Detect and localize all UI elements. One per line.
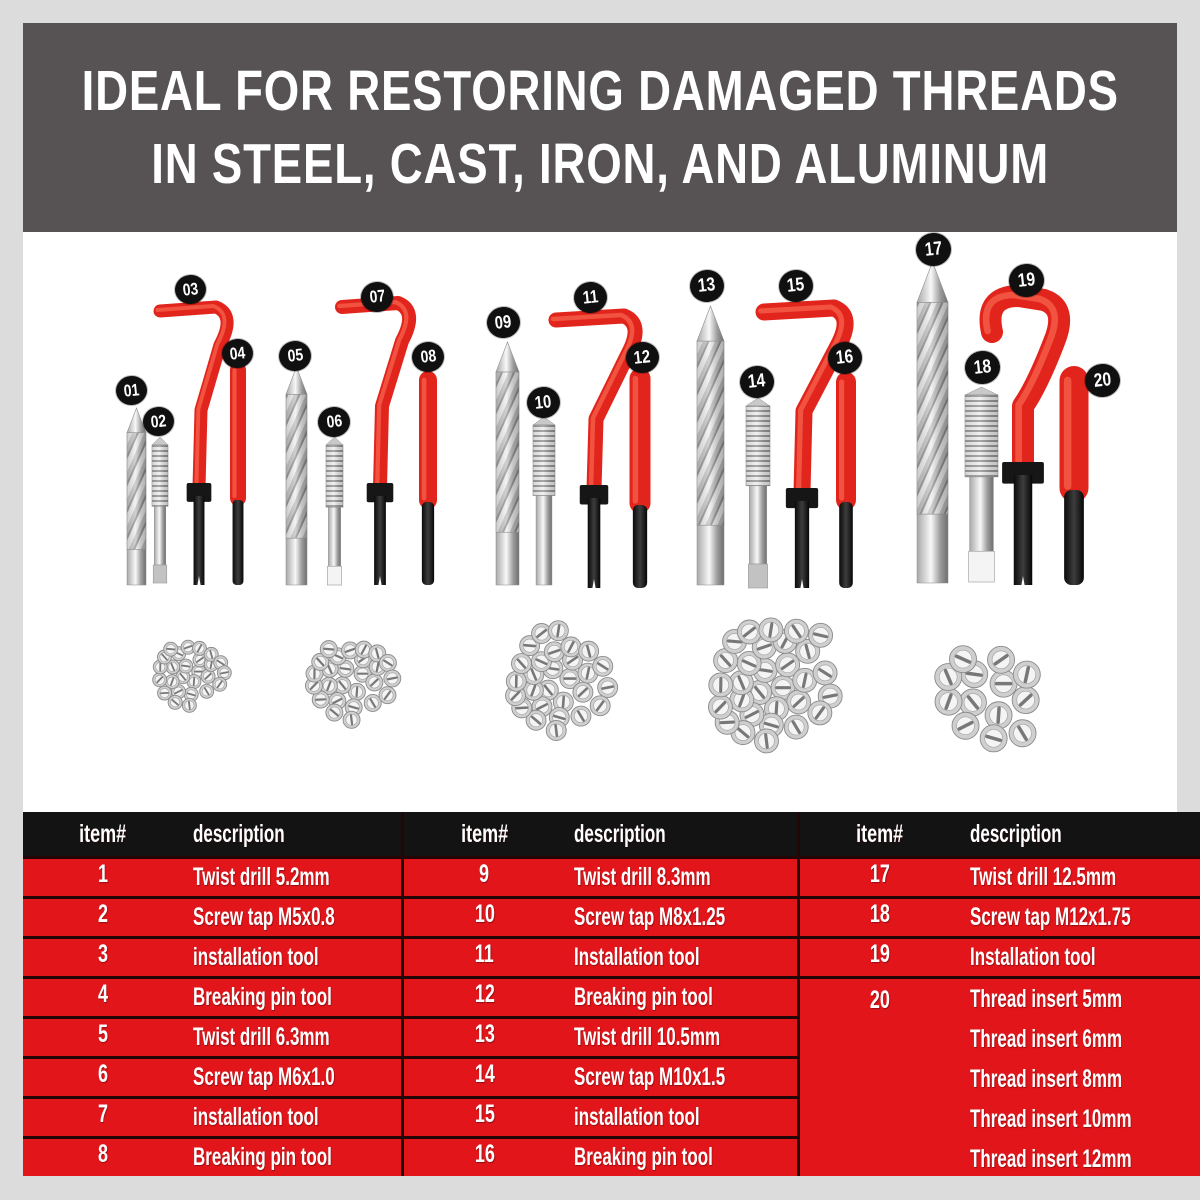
tools-photo	[23, 232, 1177, 812]
item-number-cell	[23, 1059, 183, 1096]
table-header-row	[23, 812, 401, 856]
description-cell	[183, 1065, 401, 1090]
description-cell-text: Screw tap M8x1.25	[574, 903, 726, 931]
tool-number-badge-text: 12	[632, 345, 652, 368]
tool-number-badge-text: 17	[923, 237, 943, 260]
item-number-cell-text: 4	[97, 980, 109, 1008]
description-line	[970, 1059, 1200, 1099]
table-header-row	[800, 812, 1200, 856]
description-cell-text: Breaking pin tool	[574, 1143, 714, 1171]
description-cell-text: Breaking pin tool	[574, 983, 714, 1011]
description-cell	[183, 1105, 401, 1130]
tool-number-badge-text: 06	[325, 411, 343, 432]
tool-number-badge-text: 14	[747, 370, 767, 393]
description-cell	[183, 985, 401, 1010]
table-row	[23, 856, 401, 896]
item-number-cell	[404, 1139, 564, 1176]
table-row	[404, 936, 796, 976]
description-cell	[183, 865, 401, 890]
column-header-description	[183, 819, 401, 848]
description-cell-text: installation tool	[193, 943, 319, 971]
description-line-text: Thread insert 10mm	[969, 1104, 1132, 1133]
description-cell-text: Screw tap M12x1.75	[969, 903, 1131, 931]
table-row	[800, 936, 1200, 976]
item-number-cell	[800, 979, 960, 1022]
description-cell	[564, 1025, 796, 1050]
description-line-text: Thread insert 6mm	[969, 1024, 1122, 1053]
column-header-item-text: item#	[460, 819, 508, 848]
item-number-cell-text: 9	[479, 860, 490, 888]
description-cell-text: Screw tap M6x1.0	[193, 1063, 335, 1091]
description-cell	[564, 905, 796, 930]
tool-number-badge-text: 16	[835, 346, 855, 369]
tool-number-badge-text: 09	[493, 310, 513, 333]
column-header-description-text: description	[574, 819, 667, 848]
description-cell	[564, 1145, 796, 1170]
tool-number-badge-text: 03	[181, 278, 199, 299]
description-cell	[183, 945, 401, 970]
item-number-cell-text: 8	[97, 1140, 109, 1168]
item-number-cell	[23, 1019, 183, 1056]
item-number-cell	[404, 1099, 564, 1136]
description-line	[970, 1139, 1200, 1179]
item-number-cell-text: 7	[97, 1100, 109, 1128]
column-header-item	[23, 819, 183, 848]
description-cell	[564, 945, 796, 970]
item-number-cell	[23, 979, 183, 1016]
tool-number-badge-text: 01	[122, 379, 140, 400]
tool-number-badge-text: 15	[786, 274, 806, 297]
description-cell	[564, 1105, 796, 1130]
table-row	[23, 1136, 401, 1176]
table-row	[800, 896, 1200, 936]
description-cell	[960, 905, 1200, 930]
tool-number-badge-text: 11	[581, 285, 599, 308]
parts-table-group	[797, 812, 1200, 1176]
item-number-cell-text: 1	[97, 860, 109, 888]
description-cell	[183, 905, 401, 930]
description-line	[970, 979, 1200, 1019]
description-cell	[183, 1145, 401, 1170]
description-cell-text: Installation tool	[969, 943, 1096, 971]
description-cell	[183, 1025, 401, 1050]
item-number-cell-text: 3	[97, 940, 109, 968]
description-cell-text: Twist drill 12.5mm	[969, 863, 1116, 891]
table-row	[404, 1056, 796, 1096]
description-cell-group	[960, 979, 1200, 1179]
description-line-text: Thread insert 8mm	[969, 1064, 1122, 1093]
tool-number-badge-text: 07	[368, 286, 386, 307]
tools-illustration	[23, 232, 1177, 812]
item-number-cell-text: 10	[474, 900, 495, 928]
item-number-cell	[404, 899, 564, 936]
item-number-cell	[404, 939, 564, 976]
description-cell	[564, 865, 796, 890]
table-row	[800, 856, 1200, 896]
description-cell-text: Breaking pin tool	[193, 983, 332, 1011]
description-cell-text: Installation tool	[574, 943, 701, 971]
item-number-cell-text: 12	[474, 980, 495, 1008]
table-row	[23, 896, 401, 936]
item-number-cell-text: 2	[97, 900, 109, 928]
description-line-text: Thread insert 5mm	[969, 984, 1122, 1013]
table-row	[404, 1016, 796, 1056]
item-number-cell-text: 15	[474, 1100, 495, 1128]
item-number-cell-text: 16	[474, 1140, 495, 1168]
item-number-cell-text: 14	[474, 1060, 495, 1088]
table-row	[23, 1096, 401, 1136]
column-header-description	[960, 819, 1200, 848]
tool-number-badge-text: 08	[419, 346, 437, 367]
description-cell-text: Twist drill 5.2mm	[193, 863, 330, 891]
description-cell-text: installation tool	[574, 1103, 701, 1131]
description-cell-text: Screw tap M5x0.8	[193, 903, 335, 931]
column-header-description-text: description	[969, 819, 1062, 848]
item-number-cell-text: 18	[869, 900, 890, 928]
item-number-cell	[23, 859, 183, 896]
description-cell	[960, 945, 1200, 970]
item-number-cell	[404, 859, 564, 896]
column-header-description-text: description	[193, 819, 285, 848]
description-cell	[960, 865, 1200, 890]
table-row	[404, 1096, 796, 1136]
tool-number-badge-text: 13	[697, 274, 717, 297]
tool-number-badge-text: 20	[1092, 368, 1112, 391]
item-number-cell	[23, 1099, 183, 1136]
table-row	[23, 936, 401, 976]
tool-number-badge-text: 18	[972, 355, 992, 378]
item-number-cell	[23, 1139, 183, 1176]
description-cell-text: installation tool	[193, 1103, 319, 1131]
table-row	[23, 976, 401, 1016]
description-cell-text: Screw tap M10x1.5	[574, 1063, 726, 1091]
table-row	[404, 896, 796, 936]
column-header-item-text: item#	[856, 819, 904, 848]
table-row	[23, 1016, 401, 1056]
item-number-cell	[800, 859, 960, 896]
item-number-cell	[404, 1019, 564, 1056]
column-header-item	[404, 819, 564, 848]
tool-number-badge-text: 05	[286, 345, 304, 366]
column-header-description	[564, 819, 796, 848]
headline-line2: IN STEEL, CAST, IRON, AND ALUMINUM	[151, 131, 1049, 196]
table-row	[404, 976, 796, 1016]
header-banner	[23, 23, 1177, 232]
tool-number-badge-text: 19	[1016, 268, 1036, 291]
description-cell	[564, 1065, 796, 1090]
tool-number-badge-text: 02	[149, 410, 167, 431]
parts-table	[23, 812, 1177, 1176]
item-number-cell	[404, 979, 564, 1016]
item-number-cell	[404, 1059, 564, 1096]
description-line-text: Thread insert 12mm	[969, 1144, 1132, 1173]
item-number-cell-text: 11	[474, 940, 494, 968]
description-cell-text: Twist drill 6.3mm	[193, 1023, 330, 1051]
table-row	[404, 856, 796, 896]
item-number-cell-text: 19	[869, 940, 890, 968]
content-frame	[23, 23, 1177, 1176]
item-number-cell	[23, 939, 183, 976]
column-header-item-text: item#	[79, 819, 127, 848]
item-number-cell-text: 5	[97, 1020, 109, 1048]
parts-table-group	[401, 812, 796, 1176]
description-cell	[564, 985, 796, 1010]
description-line	[970, 1019, 1200, 1059]
tool-number-badge-text: 10	[533, 390, 553, 413]
headline-line1: IDEAL FOR RESTORING DAMAGED THREADS	[81, 58, 1119, 123]
parts-table-group	[23, 812, 401, 1176]
table-row	[23, 1056, 401, 1096]
column-header-item	[800, 819, 960, 848]
item-number-cell	[800, 899, 960, 936]
tool-number-badge-text: 04	[228, 342, 246, 363]
table-row	[404, 1136, 796, 1176]
item-number-cell	[23, 899, 183, 936]
table-row-multiline	[800, 976, 1200, 1176]
item-number-cell-text: 17	[869, 860, 890, 888]
item-number-cell	[800, 939, 960, 976]
item-number-cell-text: 20	[869, 986, 890, 1014]
item-number-cell-text: 13	[474, 1020, 495, 1048]
table-header-row	[404, 812, 796, 856]
description-cell-text: Twist drill 10.5mm	[574, 1023, 721, 1051]
item-number-cell-text: 6	[97, 1060, 109, 1088]
description-cell-text: Twist drill 8.3mm	[574, 863, 712, 891]
description-line	[970, 1099, 1200, 1139]
description-cell-text: Breaking pin tool	[193, 1143, 332, 1171]
